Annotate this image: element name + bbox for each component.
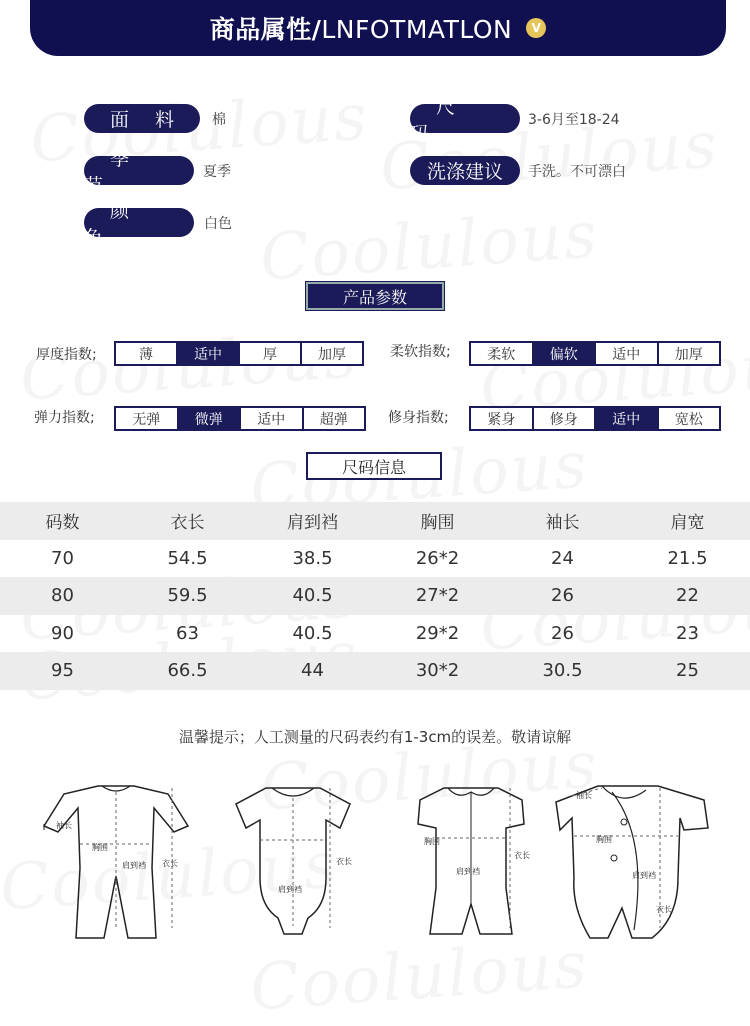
attr-value: 3-6月至18-24	[528, 111, 620, 128]
elasticity-index	[114, 406, 366, 431]
table-cell: 44	[301, 660, 324, 682]
index-option: 宽松	[674, 411, 703, 428]
index-option-selected: 适中	[178, 343, 240, 364]
table-cell: 23	[676, 622, 699, 644]
table-cell: 30*2	[415, 660, 460, 682]
diagram-label-length: 衣长	[514, 851, 530, 860]
table-cell: 29*2	[415, 622, 460, 644]
index-option: 修身	[534, 408, 597, 429]
bodysuit-diagram	[218, 778, 368, 943]
attr-color	[84, 199, 232, 249]
table-cell: 95	[51, 660, 74, 682]
table-cell: 66.5	[167, 660, 208, 682]
index-option: 无弹	[116, 408, 179, 429]
diagram-label-crotch: 肩到裆	[278, 885, 302, 894]
softness-index	[469, 341, 721, 366]
attr-season	[84, 147, 231, 197]
diagram-label-chest: 胸围	[596, 835, 612, 844]
diagram-label-crotch: 肩到裆	[632, 871, 656, 880]
attr-label: 颜色	[84, 208, 194, 237]
attr-label: 洗涤建议	[410, 156, 520, 185]
table-row	[0, 540, 750, 578]
kimono-romper-diagram	[552, 778, 722, 943]
table-cell: 26*2	[415, 547, 460, 569]
table-header-cell: 衣长	[170, 513, 205, 534]
index-option: 加厚	[674, 346, 703, 363]
table-cell: 63	[176, 622, 199, 644]
table-cell: 70	[51, 547, 74, 569]
table-header-cell: 胸围	[420, 513, 455, 534]
table-cell: 27*2	[415, 585, 460, 607]
index-option-selected: 微弹	[179, 408, 242, 429]
table-cell: 25	[676, 660, 699, 682]
attr-label: 面料	[84, 104, 200, 133]
short-sleeve-romper-diagram	[396, 778, 546, 943]
header-banner	[30, 0, 726, 56]
index-option-selected: 偏软	[534, 343, 597, 364]
diagram-label-length: 衣长	[162, 859, 178, 868]
diagram-label-sleeve: 袖长	[56, 821, 72, 830]
index-option: 厚	[240, 343, 302, 364]
index-option: 适中	[596, 343, 659, 364]
index-option-selected: 适中	[596, 408, 659, 429]
thickness-index	[114, 341, 364, 366]
diagram-label-crotch: 肩到裆	[456, 867, 480, 876]
diagram-label-chest: 胸围	[424, 837, 440, 846]
table-cell: 90	[51, 622, 74, 644]
table-cell: 80	[51, 585, 74, 607]
table-cell: 24	[551, 547, 574, 569]
attr-fabric	[84, 104, 226, 133]
table-header-cell: 肩到裆	[287, 513, 338, 534]
header-title-cn: 商品属性/	[209, 15, 322, 44]
table-header-cell: 袖长	[545, 513, 580, 534]
index-label: 修身指数;	[388, 410, 449, 426]
size-info-title: 尺码信息	[306, 452, 442, 480]
diagram-label-length: 衣长	[656, 905, 672, 914]
attr-value: 白色	[204, 215, 232, 232]
long-sleeve-romper-diagram	[36, 778, 196, 943]
size-table	[0, 502, 750, 690]
header-title	[210, 10, 513, 46]
table-cell: 38.5	[292, 547, 333, 569]
measurement-tip: 温馨提示；人工测量的尺码表约有1-3cm的误差。敬请谅解	[178, 728, 572, 746]
watermark	[18, 318, 361, 415]
table-cell: 22	[676, 585, 699, 607]
fit-index	[469, 406, 721, 431]
attr-label: 尺码	[410, 104, 520, 133]
v-badge-icon: V	[526, 18, 546, 38]
attr-size	[410, 95, 620, 145]
attr-value: 手洗。不可漂白	[528, 163, 626, 180]
index-label: 厚度指数;	[36, 347, 97, 363]
product-params-title: 产品参数	[306, 282, 444, 310]
table-cell: 26	[551, 585, 574, 607]
table-header-cell: 码数	[45, 513, 80, 534]
table-cell: 40.5	[292, 622, 333, 644]
index-label: 柔软指数;	[390, 344, 451, 360]
index-option: 超弹	[319, 411, 348, 428]
table-cell: 40.5	[292, 585, 333, 607]
header-title-en: LNFOTMATLON	[321, 15, 513, 44]
attr-value: 棉	[212, 111, 226, 128]
attr-washing	[410, 156, 626, 185]
diagram-label-sleeve: 袖长	[576, 791, 592, 800]
table-cell: 59.5	[167, 585, 208, 607]
diagram-label-length: 衣长	[336, 857, 352, 866]
diagram-label-crotch: 肩到裆	[122, 861, 146, 870]
index-label: 弹力指数;	[34, 410, 95, 426]
table-cell: 30.5	[542, 660, 583, 682]
table-cell: 54.5	[167, 547, 208, 569]
attr-label: 季节	[84, 156, 194, 185]
table-row	[0, 652, 750, 690]
table-header-cell: 肩宽	[670, 513, 705, 534]
table-cell: 21.5	[667, 547, 708, 569]
index-option: 紧身	[471, 408, 534, 429]
index-option: 薄	[116, 343, 178, 364]
attr-value: 夏季	[203, 163, 231, 180]
index-option: 适中	[241, 408, 304, 429]
table-header-row	[0, 502, 750, 540]
table-row	[0, 577, 750, 615]
table-row	[0, 615, 750, 653]
index-option: 柔软	[471, 343, 534, 364]
index-option: 加厚	[318, 346, 346, 363]
table-cell: 26	[551, 622, 574, 644]
diagram-label-chest: 胸围	[92, 843, 108, 852]
